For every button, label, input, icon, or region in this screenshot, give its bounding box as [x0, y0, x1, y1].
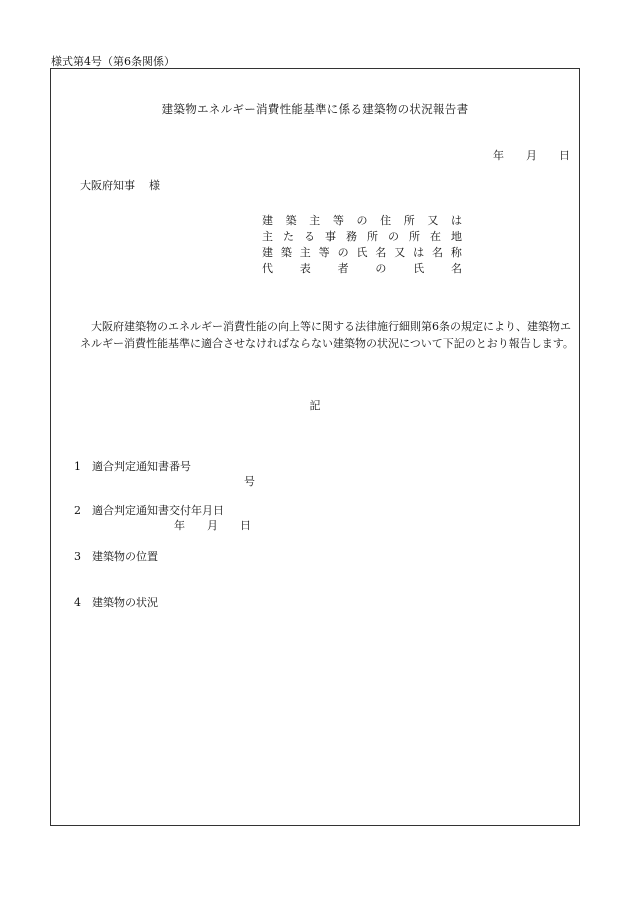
item-2 — [74, 502, 224, 518]
applicant-name-label: 建 築 主 等 の 氏 名 又 は 名 称 — [262, 246, 462, 259]
date-day-label: 日 — [559, 149, 570, 162]
report-date — [493, 147, 570, 163]
addressee-name: 大阪府知事 — [80, 179, 135, 192]
applicant-address-label: 建 築 主 等 の 住 所 又 は — [262, 214, 462, 227]
form-number-label: 様式第4号（第6条関係） — [51, 55, 175, 68]
issue-day-label: 日 — [240, 519, 251, 532]
item-label: 建築物の状況 — [92, 596, 158, 609]
issue-month-label: 月 — [207, 519, 218, 532]
item-label: 建築物の位置 — [92, 550, 158, 563]
date-year-label: 年 — [493, 149, 504, 162]
issue-year-label: 年 — [174, 519, 185, 532]
item-number: 2 — [74, 504, 81, 517]
item-1 — [74, 458, 191, 474]
representative-name-label: 代 表 者 の 氏 名 — [262, 262, 462, 275]
report-body-text: 大阪府建築物のエネルギー消費性能の向上等に関する法律施行細則第6条の規定により、建築物エネルギー消費性能基準に適合させなければならない建築物の状況について下記のとおり報告します。 — [80, 320, 574, 350]
item-number: 4 — [74, 596, 81, 609]
addressee-honorific: 様 — [149, 179, 160, 192]
item-4 — [74, 594, 158, 610]
addressee — [80, 177, 160, 193]
item-number: 1 — [74, 460, 81, 473]
item-1-number-suffix: 号 — [244, 475, 255, 488]
item-3 — [74, 548, 158, 564]
item-number: 3 — [74, 550, 81, 563]
item-label: 適合判定通知書番号 — [92, 460, 191, 473]
document-title: 建築物エネルギー消費性能基準に係る建築物の状況報告書 — [161, 102, 469, 116]
issue-date — [174, 517, 251, 533]
ki-heading: 記 — [309, 399, 321, 412]
applicant-office-label: 主 た る 事 務 所 の 所 在 地 — [262, 230, 462, 243]
item-label: 適合判定通知書交付年月日 — [92, 504, 224, 517]
date-month-label: 月 — [526, 149, 537, 162]
